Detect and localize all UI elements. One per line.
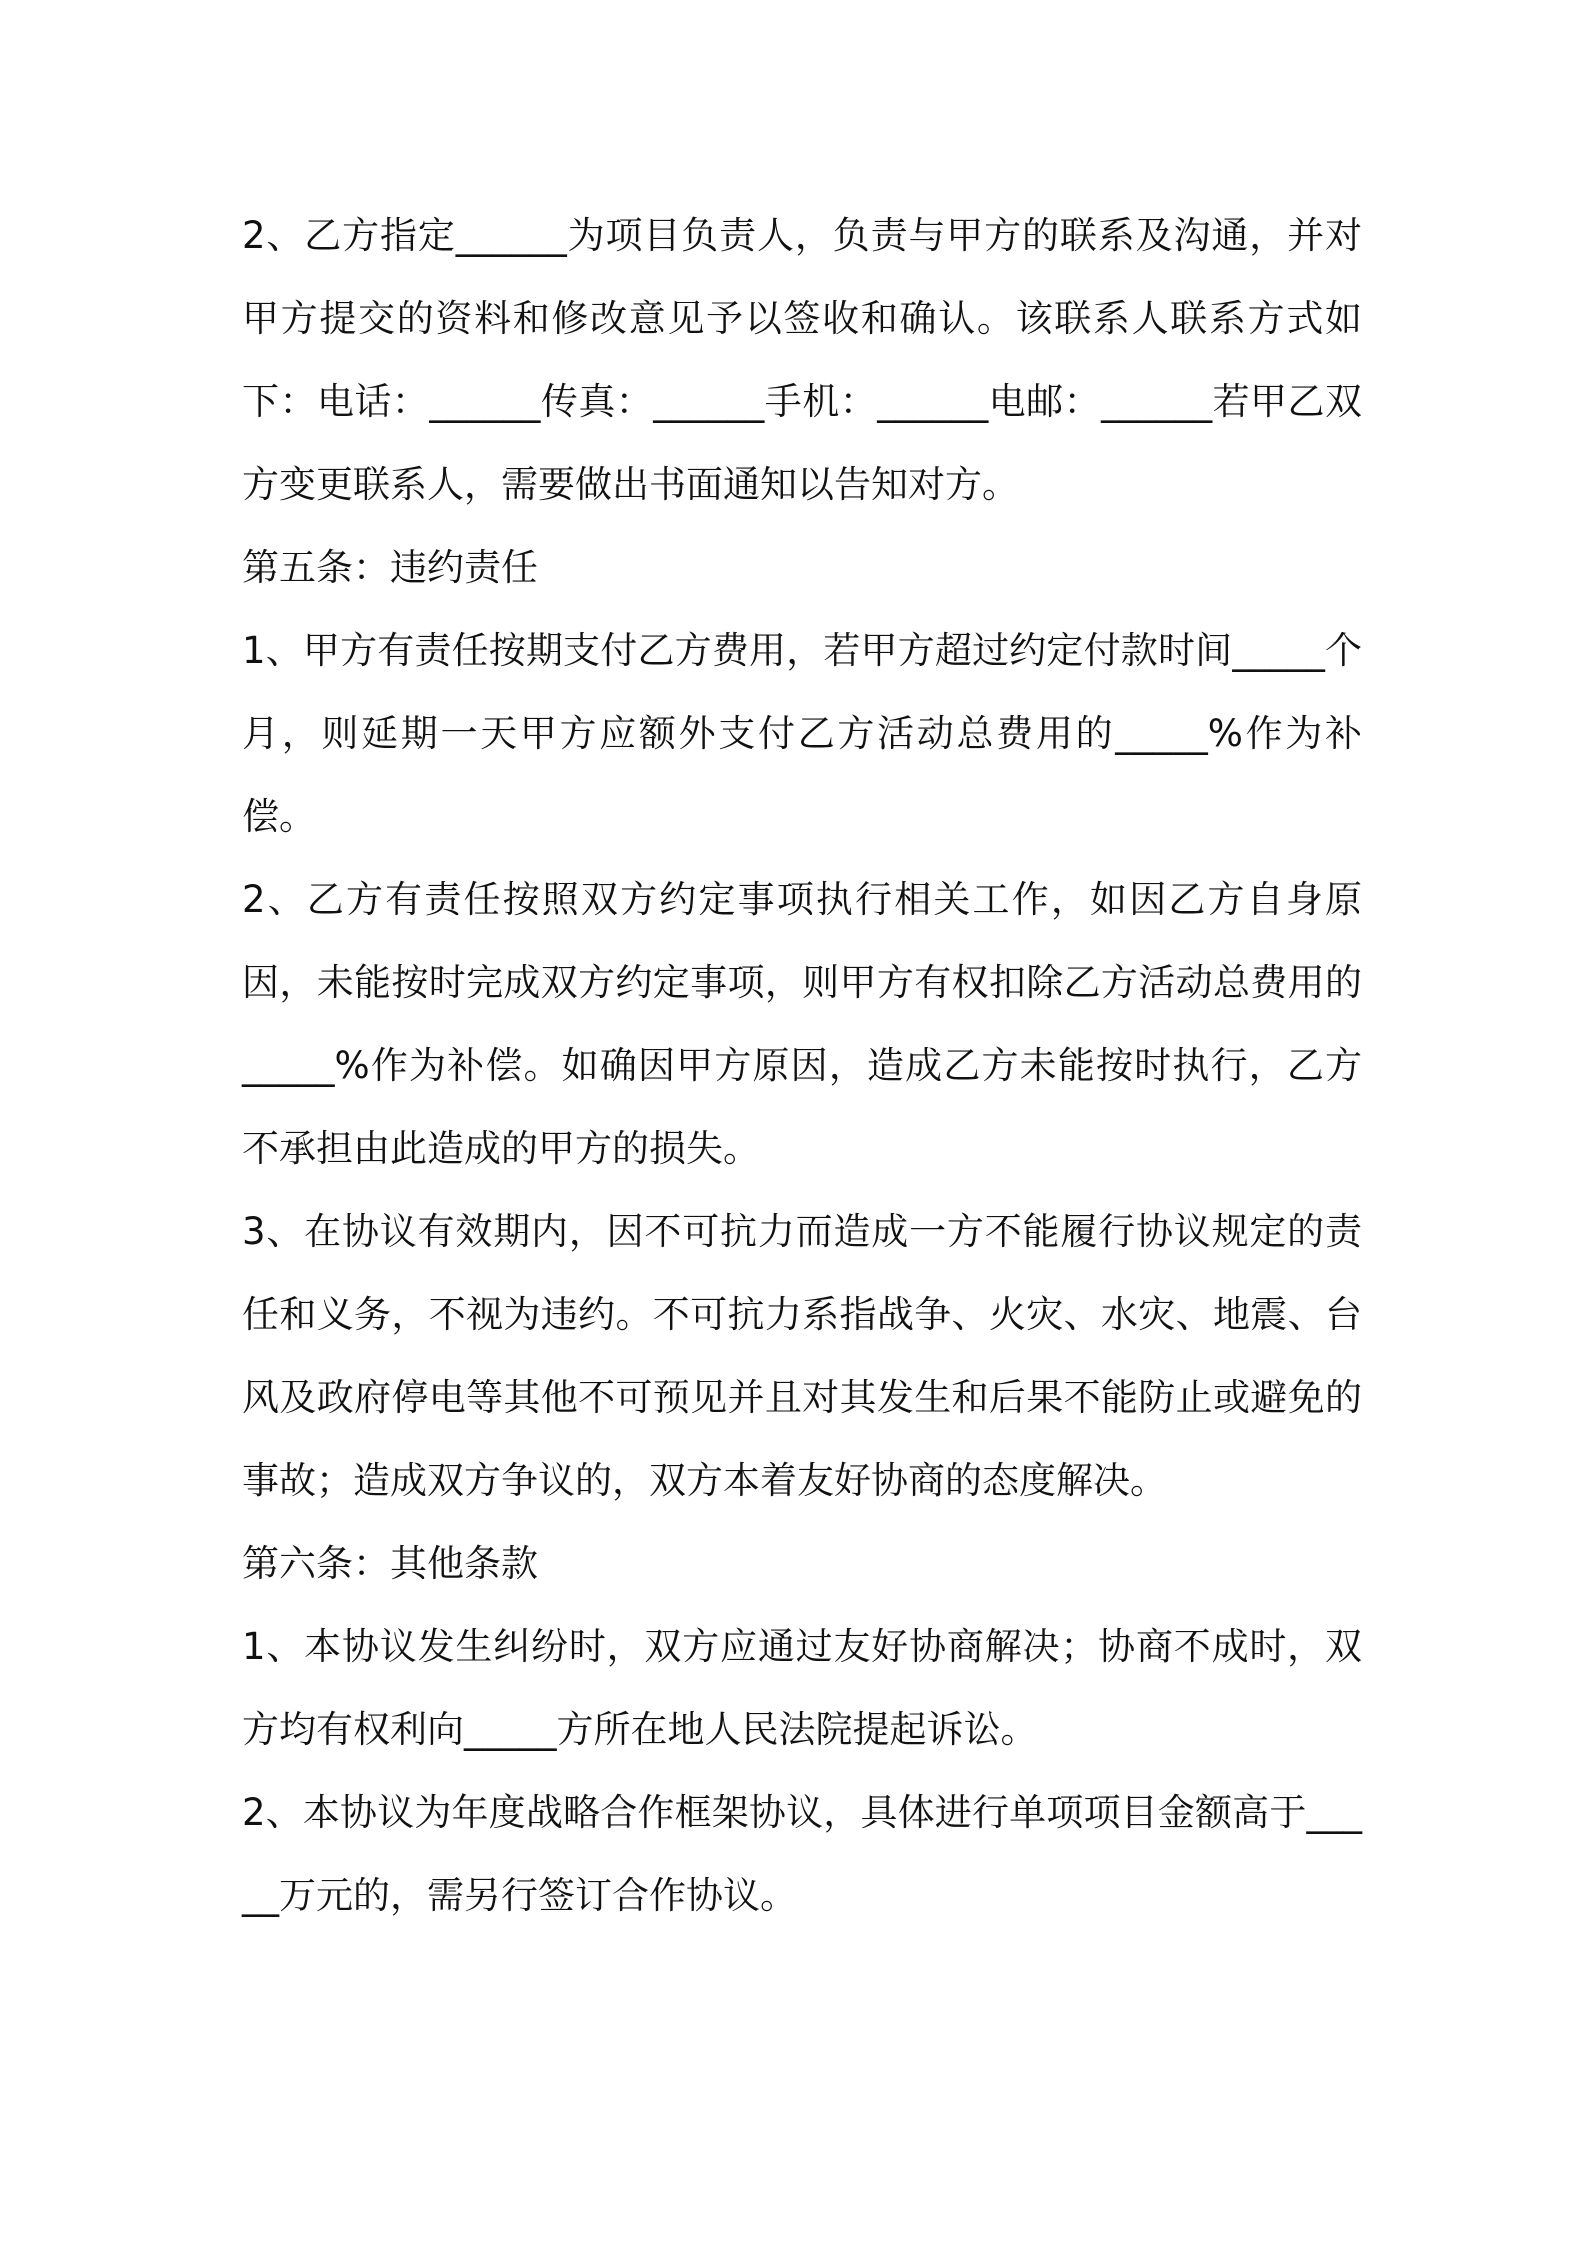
clause-4-item-2: 2、乙方指定______为项目负责人，负责与甲方的联系及沟通，并对甲方提交的资料和修改意见予以签收和确认。该联系人联系方式如下：电话：______传真：______手机：______电邮：______若甲乙双方变更联系人，需要做出书面通知以告知对方。 bbox=[242, 214, 1362, 506]
article-5-item-1: 1、甲方有责任按期支付乙方费用，若甲方超过约定付款时间_____个月，则延期一天甲方应额外支付乙方活动总费用的_____%作为补偿。 bbox=[242, 629, 1362, 838]
document-body bbox=[242, 194, 1362, 1937]
article-5-item-2: 2、乙方有责任按照双方约定事项执行相关工作，如因乙方自身原因，未能按时完成双方约定事项，则甲方有权扣除乙方活动总费用的_____%作为补偿。如确因甲方原因，造成乙方未能按时执行，乙方不承担由此造成的甲方的损失。 bbox=[242, 878, 1362, 1170]
article-6-item-1: 1、本协议发生纠纷时，双方应通过友好协商解决；协商不成时，双方均有权利向_____方所在地人民法院提起诉讼。 bbox=[242, 1625, 1362, 1751]
article-6-item-2: 2、本协议为年度战略合作框架协议，具体进行单项项目金额高于_____万元的，需另行签订合作协议。 bbox=[242, 1791, 1362, 1917]
article-5-heading: 第五条：违约责任 bbox=[242, 546, 538, 589]
article-6-heading: 第六条：其他条款 bbox=[242, 1542, 538, 1585]
article-5-item-3: 3、在协议有效期内，因不可抗力而造成一方不能履行协议规定的责任和义务，不视为违约。不可抗力系指战争、火灾、水灾、地震、台风及政府停电等其他不可预见并且对其发生和后果不能防止或避免的事故；造成双方争议的，双方本着友好协商的态度解决。 bbox=[242, 1210, 1362, 1502]
